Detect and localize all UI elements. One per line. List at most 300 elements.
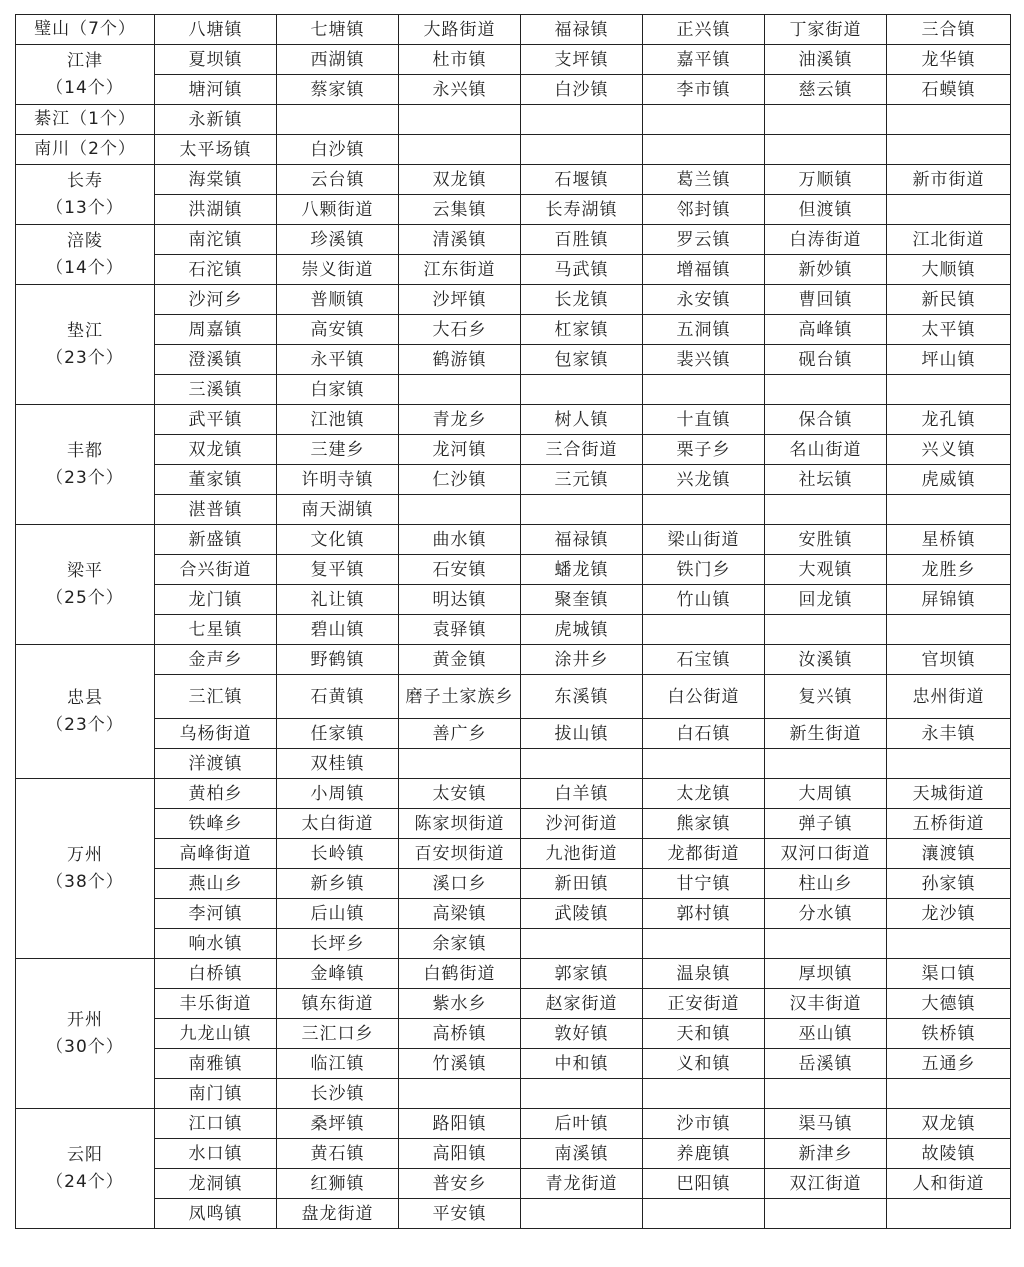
town-cell: 碧山镇: [277, 615, 399, 645]
town-cell: 后山镇: [277, 899, 399, 929]
town-cell: 栗子乡: [643, 435, 765, 465]
town-cell: 响水镇: [155, 929, 277, 959]
town-cell: 回龙镇: [765, 585, 887, 615]
town-cell: 八塘镇: [155, 15, 277, 45]
town-cell: 蔡家镇: [277, 75, 399, 105]
region-cell: 开州 （30个）: [16, 959, 155, 1109]
table-row: [16, 989, 1011, 1019]
town-cell: 黄柏乡: [155, 779, 277, 809]
town-cell: 黄石镇: [277, 1139, 399, 1169]
town-cell: 弹子镇: [765, 809, 887, 839]
town-cell: 长岭镇: [277, 839, 399, 869]
town-cell: 竹溪镇: [399, 1049, 521, 1079]
table-row: [16, 869, 1011, 899]
town-cell: 曲水镇: [399, 525, 521, 555]
table-row: [16, 135, 1011, 165]
town-cell: 瀼渡镇: [887, 839, 1011, 869]
region-cell: 万州 （38个）: [16, 779, 155, 959]
table-row: [16, 405, 1011, 435]
town-cell: 袁驿镇: [399, 615, 521, 645]
town-cell: 九龙山镇: [155, 1019, 277, 1049]
town-cell: 白鹤街道: [399, 959, 521, 989]
town-cell: 西湖镇: [277, 45, 399, 75]
town-cell: [887, 495, 1011, 525]
table-row: [16, 675, 1011, 719]
town-cell: 紫水乡: [399, 989, 521, 1019]
table-row: [16, 1199, 1011, 1229]
town-cell: 青龙街道: [521, 1169, 643, 1199]
town-cell: [399, 105, 521, 135]
town-cell: 分水镇: [765, 899, 887, 929]
town-cell: 故陵镇: [887, 1139, 1011, 1169]
town-cell: 长沙镇: [277, 1079, 399, 1109]
town-cell: 双龙镇: [399, 165, 521, 195]
town-cell: 三建乡: [277, 435, 399, 465]
town-cell: 渠口镇: [887, 959, 1011, 989]
town-cell: 白沙镇: [277, 135, 399, 165]
town-cell: 新市街道: [887, 165, 1011, 195]
town-cell: 余家镇: [399, 929, 521, 959]
town-cell: 人和街道: [887, 1169, 1011, 1199]
table-row: [16, 225, 1011, 255]
town-cell: [887, 929, 1011, 959]
table-row: [16, 285, 1011, 315]
town-cell: 石宝镇: [643, 645, 765, 675]
town-cell: 石安镇: [399, 555, 521, 585]
town-cell: 石蟆镇: [887, 75, 1011, 105]
town-cell: 杜市镇: [399, 45, 521, 75]
town-cell: 溪口乡: [399, 869, 521, 899]
town-cell: 温泉镇: [643, 959, 765, 989]
town-cell: 龙河镇: [399, 435, 521, 465]
town-cell: 高安镇: [277, 315, 399, 345]
town-cell: 长龙镇: [521, 285, 643, 315]
town-cell: 万顺镇: [765, 165, 887, 195]
town-cell: 东溪镇: [521, 675, 643, 719]
town-cell: 大德镇: [887, 989, 1011, 1019]
town-cell: 双桂镇: [277, 749, 399, 779]
town-list-table: [15, 14, 1011, 1229]
town-cell: 沙市镇: [643, 1109, 765, 1139]
town-cell: 增福镇: [643, 255, 765, 285]
town-cell: [643, 495, 765, 525]
town-cell: 江北街道: [887, 225, 1011, 255]
town-cell: 红狮镇: [277, 1169, 399, 1199]
town-cell: 太平镇: [887, 315, 1011, 345]
town-cell: 岳溪镇: [765, 1049, 887, 1079]
town-cell: 白涛街道: [765, 225, 887, 255]
town-cell: 兴龙镇: [643, 465, 765, 495]
town-cell: [765, 615, 887, 645]
town-cell: 小周镇: [277, 779, 399, 809]
town-cell: [887, 615, 1011, 645]
town-cell: 支坪镇: [521, 45, 643, 75]
town-cell: [887, 135, 1011, 165]
town-cell: 双龙镇: [155, 435, 277, 465]
town-cell: [521, 929, 643, 959]
town-cell: 福禄镇: [521, 15, 643, 45]
town-cell: [399, 749, 521, 779]
town-cell: [521, 495, 643, 525]
town-cell: 崇义街道: [277, 255, 399, 285]
town-cell: 龙洞镇: [155, 1169, 277, 1199]
town-cell: 天城街道: [887, 779, 1011, 809]
town-cell: 燕山乡: [155, 869, 277, 899]
town-cell: 太平场镇: [155, 135, 277, 165]
table-row: [16, 75, 1011, 105]
table-row: [16, 1079, 1011, 1109]
town-cell: 龙华镇: [887, 45, 1011, 75]
town-cell: 巴阳镇: [643, 1169, 765, 1199]
town-cell: 新田镇: [521, 869, 643, 899]
town-cell: 聚奎镇: [521, 585, 643, 615]
town-cell: 长坪乡: [277, 929, 399, 959]
town-cell: 海棠镇: [155, 165, 277, 195]
table-row: [16, 345, 1011, 375]
town-cell: 鹤游镇: [399, 345, 521, 375]
town-cell: 巫山镇: [765, 1019, 887, 1049]
town-cell: 八颗街道: [277, 195, 399, 225]
town-cell: 石黄镇: [277, 675, 399, 719]
town-cell: 李市镇: [643, 75, 765, 105]
table-row: [16, 615, 1011, 645]
town-cell: 马武镇: [521, 255, 643, 285]
town-cell: 百安坝街道: [399, 839, 521, 869]
town-cell: [887, 195, 1011, 225]
town-cell: 曹回镇: [765, 285, 887, 315]
town-cell: 南雅镇: [155, 1049, 277, 1079]
table-row: [16, 525, 1011, 555]
town-cell: [765, 375, 887, 405]
town-cell: 沙河街道: [521, 809, 643, 839]
table-row: [16, 1169, 1011, 1199]
town-cell: 凤鸣镇: [155, 1199, 277, 1229]
town-cell: 敦好镇: [521, 1019, 643, 1049]
town-cell: 三溪镇: [155, 375, 277, 405]
town-cell: 丁家街道: [765, 15, 887, 45]
town-cell: [521, 1199, 643, 1229]
town-cell: 渠马镇: [765, 1109, 887, 1139]
town-cell: [887, 749, 1011, 779]
town-cell: 双河口街道: [765, 839, 887, 869]
town-cell: 百胜镇: [521, 225, 643, 255]
town-cell: 礼让镇: [277, 585, 399, 615]
town-cell: 包家镇: [521, 345, 643, 375]
town-cell: 澄溪镇: [155, 345, 277, 375]
town-cell: 桑坪镇: [277, 1109, 399, 1139]
town-cell: 大观镇: [765, 555, 887, 585]
town-cell: 云台镇: [277, 165, 399, 195]
town-cell: [887, 375, 1011, 405]
town-cell: 复兴镇: [765, 675, 887, 719]
table-row: [16, 45, 1011, 75]
town-cell: 熊家镇: [643, 809, 765, 839]
town-cell: 青龙乡: [399, 405, 521, 435]
town-cell: 高峰镇: [765, 315, 887, 345]
town-cell: [521, 135, 643, 165]
region-cell: 云阳 （24个）: [16, 1109, 155, 1229]
town-cell: 十直镇: [643, 405, 765, 435]
town-cell: 合兴街道: [155, 555, 277, 585]
town-cell: 路阳镇: [399, 1109, 521, 1139]
town-cell: 忠州街道: [887, 675, 1011, 719]
town-cell: 珍溪镇: [277, 225, 399, 255]
town-cell: 名山街道: [765, 435, 887, 465]
town-cell: [643, 1199, 765, 1229]
town-cell: 普顺镇: [277, 285, 399, 315]
region-cell: 长寿 （13个）: [16, 165, 155, 225]
town-cell: 盘龙街道: [277, 1199, 399, 1229]
table-row: [16, 165, 1011, 195]
town-cell: 明达镇: [399, 585, 521, 615]
town-cell: 竹山镇: [643, 585, 765, 615]
town-cell: 高阳镇: [399, 1139, 521, 1169]
town-cell: 沙河乡: [155, 285, 277, 315]
town-cell: [643, 615, 765, 645]
town-cell: 坪山镇: [887, 345, 1011, 375]
table-row: [16, 375, 1011, 405]
town-cell: 乌杨街道: [155, 719, 277, 749]
town-cell: 三汇镇: [155, 675, 277, 719]
town-cell: 湛普镇: [155, 495, 277, 525]
town-cell: 五通乡: [887, 1049, 1011, 1079]
region-cell: 綦江（1个）: [16, 105, 155, 135]
town-cell: 中和镇: [521, 1049, 643, 1079]
town-cell: 郭村镇: [643, 899, 765, 929]
town-cell: 邻封镇: [643, 195, 765, 225]
town-cell: 孙家镇: [887, 869, 1011, 899]
town-cell: [765, 135, 887, 165]
town-cell: 塘河镇: [155, 75, 277, 105]
town-cell: 丰乐街道: [155, 989, 277, 1019]
town-cell: 普安乡: [399, 1169, 521, 1199]
town-cell: 郭家镇: [521, 959, 643, 989]
town-cell: 涂井乡: [521, 645, 643, 675]
table-row: [16, 959, 1011, 989]
town-cell: 永安镇: [643, 285, 765, 315]
town-cell: [399, 375, 521, 405]
town-cell: 柱山乡: [765, 869, 887, 899]
table-row: [16, 645, 1011, 675]
town-cell: [643, 105, 765, 135]
town-cell: 白石镇: [643, 719, 765, 749]
town-cell: 仁沙镇: [399, 465, 521, 495]
town-cell: [765, 1079, 887, 1109]
town-cell: [887, 1079, 1011, 1109]
town-cell: 甘宁镇: [643, 869, 765, 899]
town-cell: 黄金镇: [399, 645, 521, 675]
town-cell: 新妙镇: [765, 255, 887, 285]
town-cell: 大路街道: [399, 15, 521, 45]
table-row: [16, 585, 1011, 615]
town-cell: 汉丰街道: [765, 989, 887, 1019]
table-row: [16, 899, 1011, 929]
town-cell: 南沱镇: [155, 225, 277, 255]
town-cell: 厚坝镇: [765, 959, 887, 989]
town-cell: 罗云镇: [643, 225, 765, 255]
town-cell: [521, 105, 643, 135]
town-cell: 太白街道: [277, 809, 399, 839]
table-row: [16, 105, 1011, 135]
town-cell: 夏坝镇: [155, 45, 277, 75]
town-cell: 社坛镇: [765, 465, 887, 495]
town-cell: 赵家街道: [521, 989, 643, 1019]
town-cell: 陈家坝街道: [399, 809, 521, 839]
town-cell: 龙都街道: [643, 839, 765, 869]
town-cell: 砚台镇: [765, 345, 887, 375]
region-cell: 涪陵 （14个）: [16, 225, 155, 285]
town-cell: 油溪镇: [765, 45, 887, 75]
town-cell: 龙沙镇: [887, 899, 1011, 929]
town-cell: 虎城镇: [521, 615, 643, 645]
town-cell: 大周镇: [765, 779, 887, 809]
region-cell: 江津 （14个）: [16, 45, 155, 105]
town-cell: 屏锦镇: [887, 585, 1011, 615]
town-cell: 养鹿镇: [643, 1139, 765, 1169]
table-row: [16, 749, 1011, 779]
town-cell: 南溪镇: [521, 1139, 643, 1169]
town-cell: 七星镇: [155, 615, 277, 645]
town-cell: 洋渡镇: [155, 749, 277, 779]
town-cell: 李河镇: [155, 899, 277, 929]
table-row: [16, 15, 1011, 45]
table-row: [16, 555, 1011, 585]
town-cell: 铁门乡: [643, 555, 765, 585]
town-cell: 龙门镇: [155, 585, 277, 615]
town-cell: 江池镇: [277, 405, 399, 435]
town-cell: [277, 105, 399, 135]
town-cell: 高梁镇: [399, 899, 521, 929]
region-cell: 丰都 （23个）: [16, 405, 155, 525]
town-cell: 新津乡: [765, 1139, 887, 1169]
town-cell: 临江镇: [277, 1049, 399, 1079]
table-row: [16, 839, 1011, 869]
town-cell: 南门镇: [155, 1079, 277, 1109]
town-cell: 福禄镇: [521, 525, 643, 555]
town-cell: [765, 749, 887, 779]
town-cell: 云集镇: [399, 195, 521, 225]
town-cell: 七塘镇: [277, 15, 399, 45]
town-cell: 后叶镇: [521, 1109, 643, 1139]
town-cell: [643, 929, 765, 959]
town-cell: 江东街道: [399, 255, 521, 285]
town-cell: 高桥镇: [399, 1019, 521, 1049]
town-cell: [521, 749, 643, 779]
town-cell: 董家镇: [155, 465, 277, 495]
town-cell: 武陵镇: [521, 899, 643, 929]
town-cell: 树人镇: [521, 405, 643, 435]
table-row: [16, 465, 1011, 495]
table-row: [16, 495, 1011, 525]
town-cell: [765, 1199, 887, 1229]
town-cell: 新生街道: [765, 719, 887, 749]
town-cell: [765, 105, 887, 135]
town-cell: 白桥镇: [155, 959, 277, 989]
table-row: [16, 435, 1011, 465]
town-cell: 星桥镇: [887, 525, 1011, 555]
town-cell: 永丰镇: [887, 719, 1011, 749]
town-cell: 天和镇: [643, 1019, 765, 1049]
town-cell: 高峰街道: [155, 839, 277, 869]
town-cell: [643, 375, 765, 405]
region-cell: 璧山（7个）: [16, 15, 155, 45]
town-cell: 兴义镇: [887, 435, 1011, 465]
town-cell: 永新镇: [155, 105, 277, 135]
town-cell: 正兴镇: [643, 15, 765, 45]
region-cell: 垫江 （23个）: [16, 285, 155, 405]
town-cell: 官坝镇: [887, 645, 1011, 675]
town-cell: 三元镇: [521, 465, 643, 495]
town-cell: 大顺镇: [887, 255, 1011, 285]
table-row: [16, 1049, 1011, 1079]
table-row: [16, 1109, 1011, 1139]
town-cell: 金声乡: [155, 645, 277, 675]
town-cell: [887, 1199, 1011, 1229]
table-row: [16, 315, 1011, 345]
table-row: [16, 1139, 1011, 1169]
town-cell: 复平镇: [277, 555, 399, 585]
town-cell: [765, 495, 887, 525]
town-cell: 慈云镇: [765, 75, 887, 105]
town-cell: 善广乡: [399, 719, 521, 749]
town-cell: 保合镇: [765, 405, 887, 435]
region-cell: 梁平 （25个）: [16, 525, 155, 645]
town-cell: 武平镇: [155, 405, 277, 435]
town-cell: 新乡镇: [277, 869, 399, 899]
town-cell: 江口镇: [155, 1109, 277, 1139]
town-cell: 许明寺镇: [277, 465, 399, 495]
table-row: [16, 255, 1011, 285]
town-cell: 太安镇: [399, 779, 521, 809]
town-cell: [643, 749, 765, 779]
table-row: [16, 195, 1011, 225]
town-cell: 石堰镇: [521, 165, 643, 195]
town-cell: [643, 1079, 765, 1109]
town-cell: 磨子土家族乡: [399, 675, 521, 719]
town-cell: 水口镇: [155, 1139, 277, 1169]
town-cell: [521, 1079, 643, 1109]
town-cell: [399, 495, 521, 525]
town-cell: [765, 929, 887, 959]
town-cell: 嘉平镇: [643, 45, 765, 75]
town-cell: 镇东街道: [277, 989, 399, 1019]
town-cell: 白沙镇: [521, 75, 643, 105]
town-cell: [643, 135, 765, 165]
town-cell: [399, 1079, 521, 1109]
town-cell: 龙胜乡: [887, 555, 1011, 585]
town-cell: 铁桥镇: [887, 1019, 1011, 1049]
table-row: [16, 719, 1011, 749]
table-row: [16, 809, 1011, 839]
town-cell: [399, 135, 521, 165]
town-cell: 新盛镇: [155, 525, 277, 555]
town-cell: [521, 375, 643, 405]
table-row: [16, 1019, 1011, 1049]
town-cell: 铁峰乡: [155, 809, 277, 839]
table-row: [16, 929, 1011, 959]
town-cell: 安胜镇: [765, 525, 887, 555]
town-cell: 太龙镇: [643, 779, 765, 809]
town-cell: 拔山镇: [521, 719, 643, 749]
table-row: [16, 779, 1011, 809]
town-cell: 裴兴镇: [643, 345, 765, 375]
town-cell: 永兴镇: [399, 75, 521, 105]
town-cell: [887, 105, 1011, 135]
town-cell: 梁山街道: [643, 525, 765, 555]
town-cell: 葛兰镇: [643, 165, 765, 195]
town-cell: 双龙镇: [887, 1109, 1011, 1139]
town-cell: 新民镇: [887, 285, 1011, 315]
